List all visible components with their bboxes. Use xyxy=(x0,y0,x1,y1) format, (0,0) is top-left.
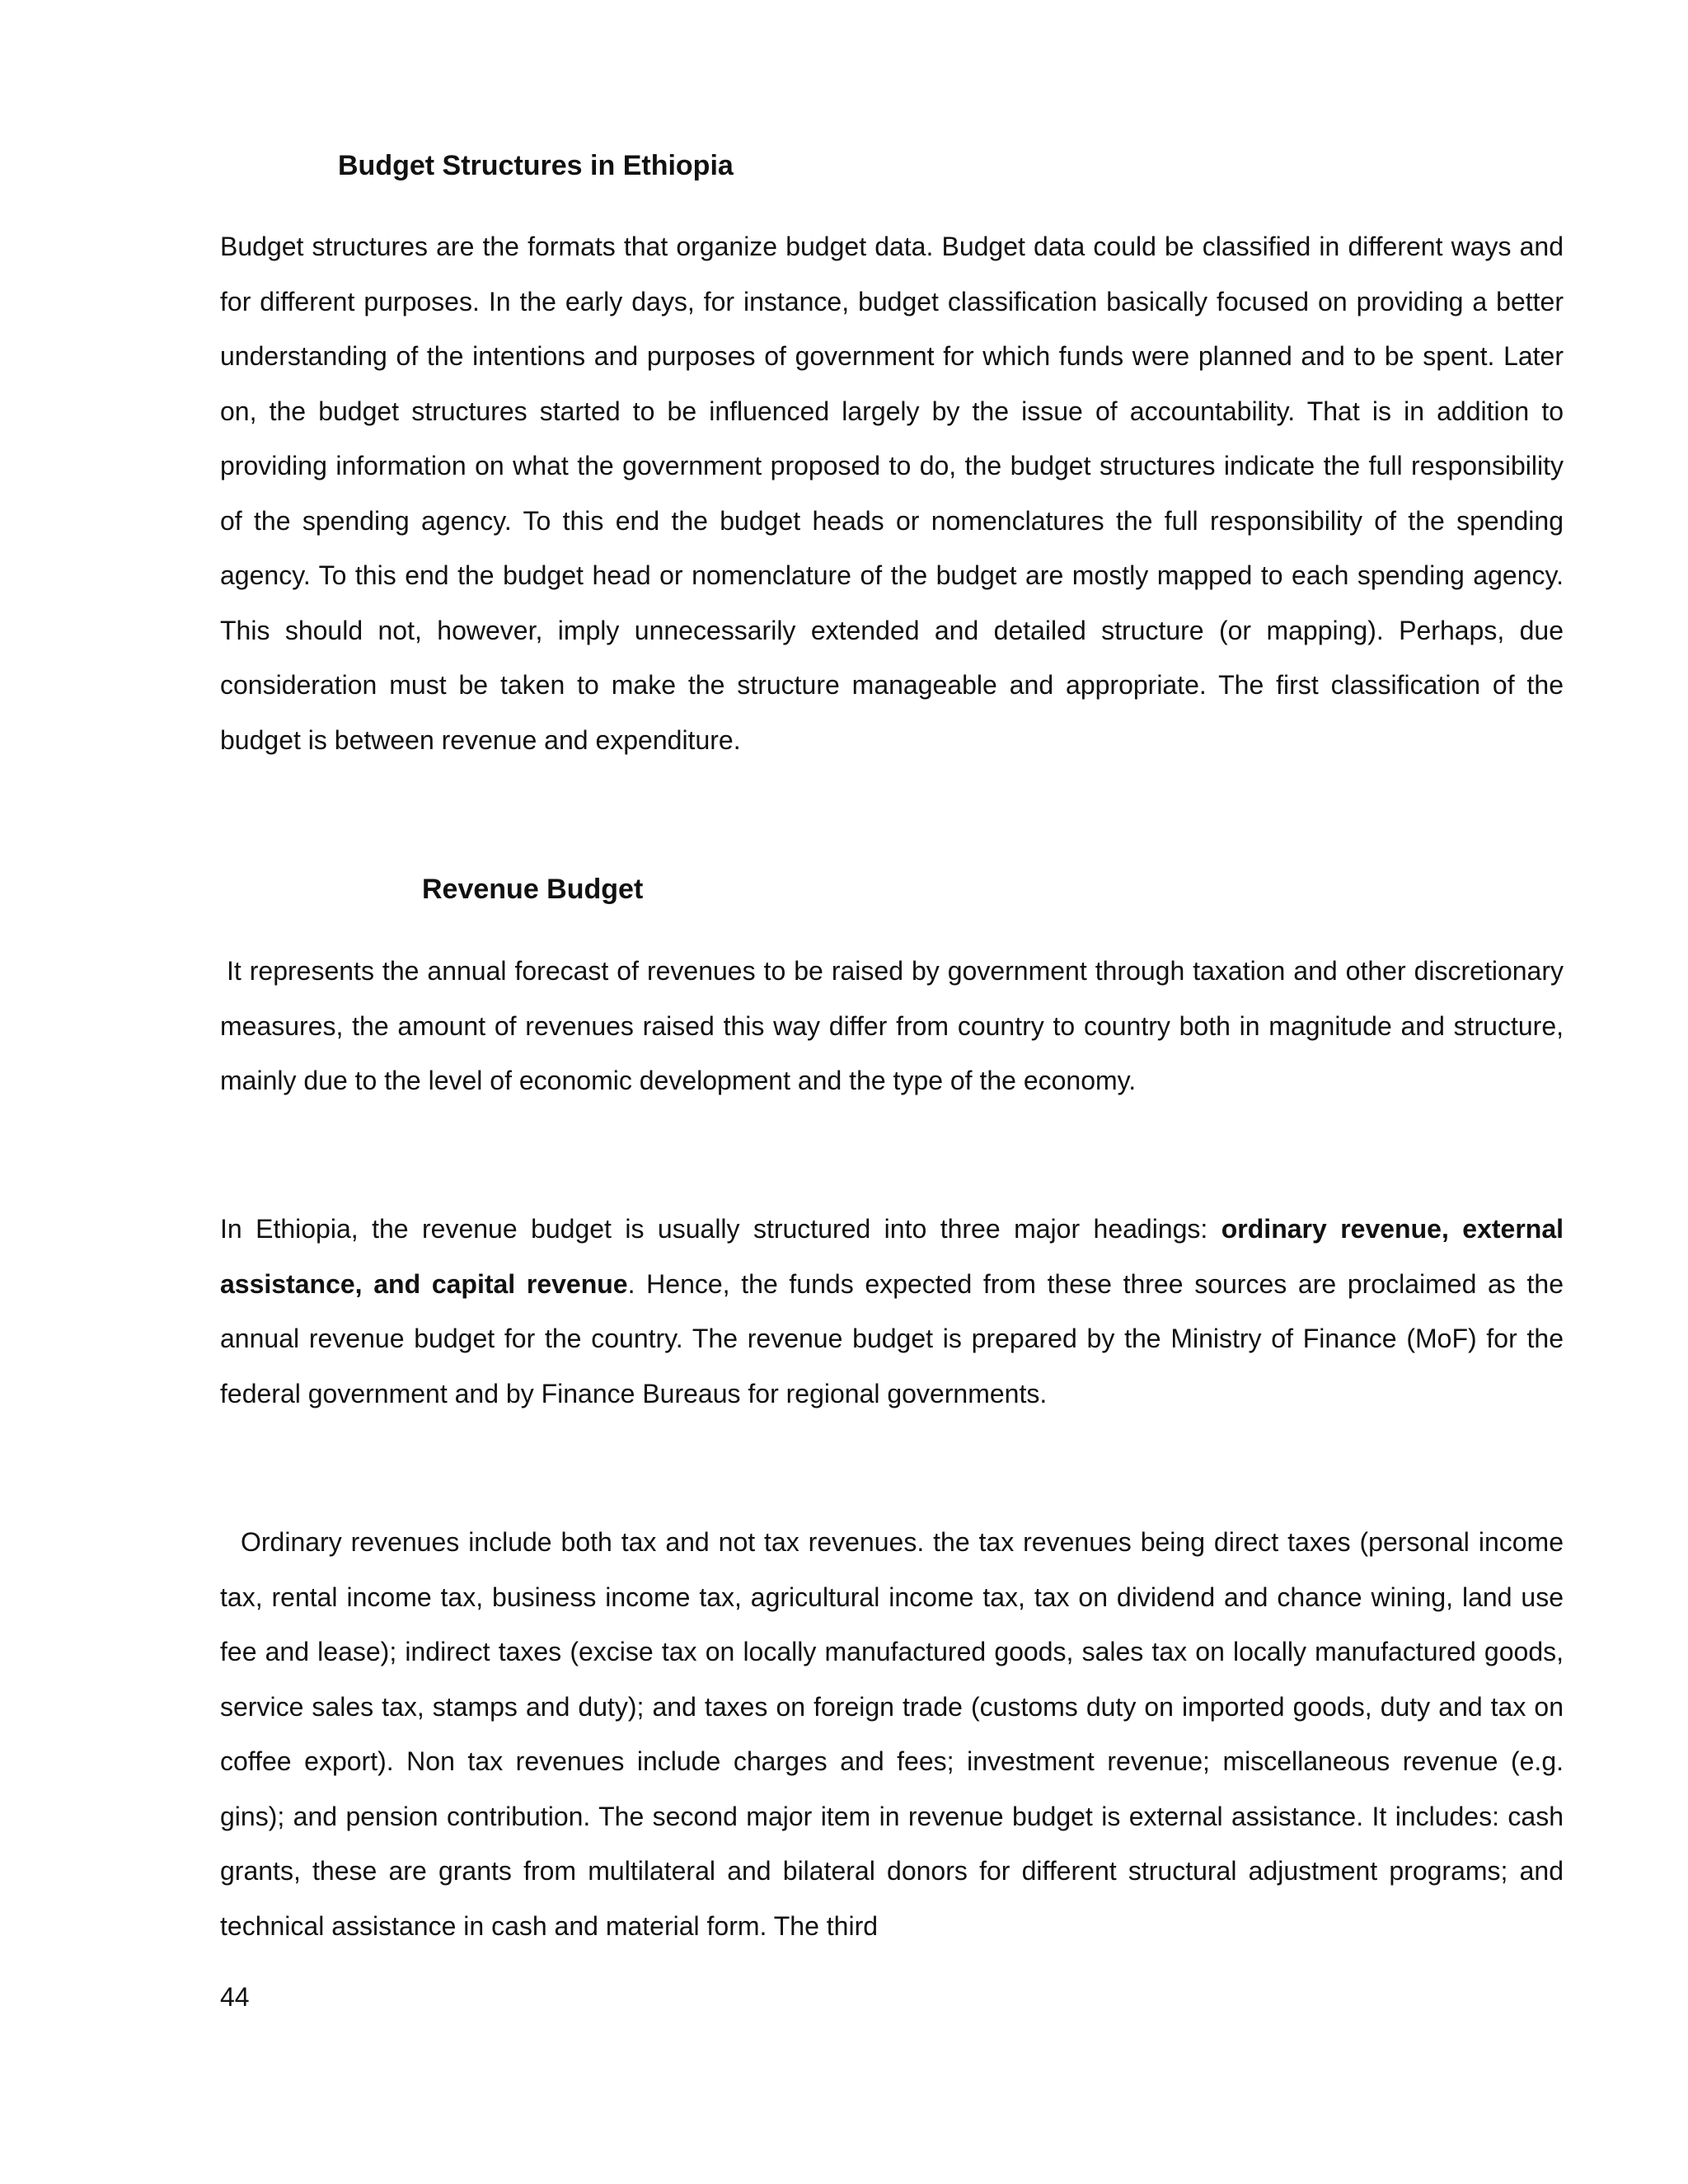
paragraph-revenue-headings-bold: ordinary revenue, external assistance, and capital revenue xyxy=(220,1214,1564,1299)
paragraph-ordinary-revenues: Ordinary revenues include both tax and not tax revenues. the tax revenues being direct taxes (personal income tax, rental income tax, business income tax, agricultural income tax, tax on dividend and chance wining, land use fee and lease); indirect taxes (excise tax on locally manufactured goods, sales tax on locally manufactured goods, service sales tax, stamps and duty); and taxes on foreign trade (customs duty on imported goods, duty and tax on coffee export). Non tax revenues include charges and fees; investment revenue; miscellaneous revenue (e.g. gins); and pension contribution. The second major item in revenue budget is external assistance. It includes: cash grants, these are grants from multilateral and bilateral donors for different structural adjustment programs; and technical assistance in cash and material form. The third xyxy=(220,1527,1564,1941)
paragraph-revenue-headings-start: In Ethiopia, the revenue budget is usually structured into three major headings: xyxy=(220,1214,1221,1244)
section-heading-budget-structures: Budget Structures in Ethiopia xyxy=(338,150,734,181)
page-number: 44 xyxy=(220,1982,250,2012)
paragraph-revenue-definition: It represents the annual forecast of revenues to be raised by government through taxation and other discretionary measures, the amount of revenues raised this way differ from country to country both in magnitude and structure, mainly due to the level of economic development and the type of the economy. xyxy=(220,956,1564,1095)
paragraph-revenue-headings-end: . Hence, the funds expected from these three sources are proclaimed as the annual revenue budget for the country. The revenue budget is prepared by the Ministry of Finance (MoF) for the federal government and by Finance Bureaus for regional governments. xyxy=(220,1268,1564,1408)
paragraph-revenue-headings xyxy=(220,1202,1564,1421)
paragraph-budget-structures: Budget structures are the formats that organize budget data. Budget data could be classified in different ways and for different purposes. In the early days, for instance, budget classification basically focused on providing a better understanding of the intentions and purposes of government for which funds were planned and to be spent. Later on, the budget structures started to be influenced largely by the issue of accountability. That is in addition to providing information on what the government proposed to do, the budget structures indicate the full responsibility of the spending agency. To this end the budget heads or nomenclatures the full responsibility of the spending agency. To this end the budget head or nomenclature of the budget are mostly mapped to each spending agency. This should not, however, imply unnecessarily extended and detailed structure (or mapping). Perhaps, due consideration must be taken to make the structure manageable and appropriate. The first classification of the budget is between revenue and expenditure. xyxy=(220,232,1564,755)
section-heading-revenue-budget: Revenue Budget xyxy=(422,874,644,905)
